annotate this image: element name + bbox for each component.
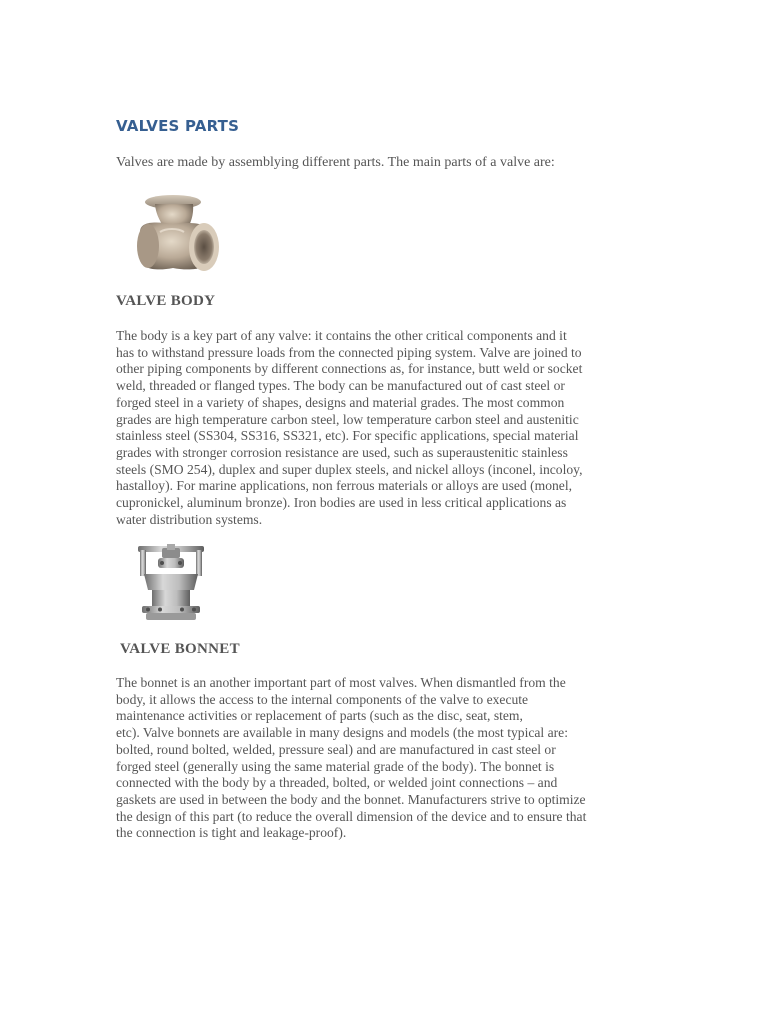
valve-body-image [118,192,238,274]
paragraph-line: grades with stronger corrosion resistance are used, such as superaustenitic stainless [116,444,568,460]
valve-bonnet-paragraph [116,675,661,842]
paragraph-line: grades are high temperature carbon steel, low temperature carbon steel and austenitic [116,411,579,427]
paragraph-line: gaskets are used in between the body and the bonnet. Manufacturers strive to optimize [116,791,586,807]
paragraph-line: has to withstand pressure loads from the connected piping system. Valve are joined to [116,344,582,360]
paragraph-line: other piping components by different connections as, for instance, butt weld or socket [116,361,583,377]
section-heading-valve-body: VALVE BODY [116,293,216,309]
paragraph-line: The bonnet is an another important part of most valves. When dismantled from the [116,675,566,690]
paragraph-line: steels (SMO 254), duplex and super duplex steels, and nickel alloys (inconel, incoloy, [116,461,583,477]
paragraph-line: etc). Valve bonnets are available in many designs and models (the most typical are: [116,725,568,741]
paragraph-line: water distribution systems. [116,511,263,527]
paragraph-line: hastalloy). For marine applications, non ferrous materials or alloys are used (monel, [116,478,573,494]
paragraph-line: body, it allows the access to the internal components of the valve to execute [116,691,529,707]
paragraph-line: maintenance activities or replacement of parts (such as the disc, seat, stem, [116,708,523,724]
page-title: VALVES PARTS [116,117,240,135]
paragraph-line: the design of this part (to reduce the overall dimension of the device and to ensure that [116,808,587,824]
paragraph-line: cupronickel, aluminum bronze). Iron bodies are used in less critical applications as [116,495,567,511]
paragraph-line: connected with the body by a threaded, bolted, or welded joint connections – and [116,775,558,791]
paragraph-line: bolted, round bolted, welded, pressure seal) and are manufactured in cast steel or [116,741,556,757]
paragraph-line: the connection is tight and leakage-proof). [116,825,347,841]
paragraph-line: The body is a key part of any valve: it contains the other critical components and it [116,328,567,343]
paragraph-line: forged steel (generally using the same material grade of the body). The bonnet is [116,758,555,774]
paragraph-line: weld, threaded or flanged types. The body can be manufactured out of cast steel or [116,378,565,394]
section-heading-valve-bonnet: VALVE BONNET [120,641,240,657]
paragraph-line: stainless steel (SS304, SS316, SS321, etc). For specific applications, special material [116,428,579,444]
valve-body-paragraph [116,328,661,528]
intro-paragraph: Valves are made by assemblying different parts. The main parts of a valve are: [116,155,555,170]
valve-bonnet-image [136,544,206,622]
paragraph-line: forged steel in a variety of shapes, designs and material grades. The most common [116,394,565,410]
